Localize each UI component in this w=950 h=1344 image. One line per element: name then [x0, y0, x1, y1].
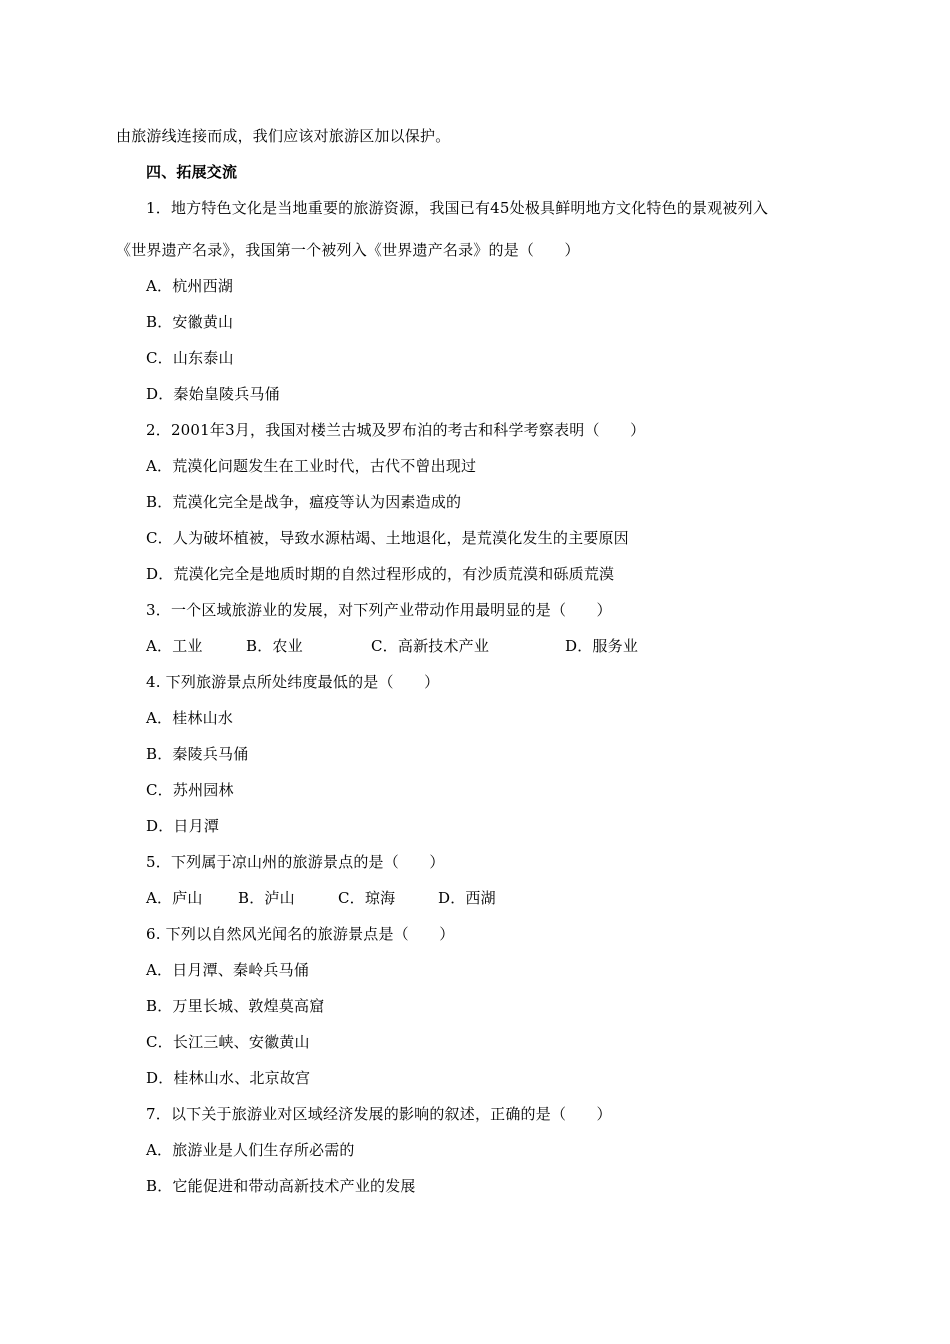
question-2-option-d: D．荒漠化完全是地质时期的自然过程形成的，有沙质荒漠和砾质荒漠 [146, 565, 615, 583]
question-4-option-a: A．桂林山水 [146, 709, 234, 727]
question-1-option-a: A．杭州西湖 [146, 277, 234, 295]
question-5-option-a: A．庐山 [146, 889, 203, 907]
question-7-option-a: A．旅游业是人们生存所必需的 [146, 1141, 355, 1159]
question-5-options [146, 888, 496, 908]
question-1-option-d: D．秦始皇陵兵马俑 [146, 385, 280, 403]
question-3-option-d: D．服务业 [565, 637, 639, 655]
question-2-option-b: B．荒漠化完全是战争，瘟疫等认为因素造成的 [146, 493, 462, 511]
question-6-option-d: D．桂林山水、北京故宫 [146, 1069, 311, 1087]
question-5-option-d: D．西湖 [438, 889, 496, 907]
question-2-option-a: A．荒漠化问题发生在工业时代，古代不曾出现过 [146, 457, 477, 475]
question-3-option-b: B．农业 [246, 637, 303, 655]
question-4-option-d: D．日月潭 [146, 817, 220, 835]
intro-line: 由旅游线连接而成，我们应该对旅游区加以保护。 [116, 127, 451, 145]
question-2-option-c: C．人为破坏植被，导致水源枯竭、土地退化，是荒漠化发生的主要原因 [146, 529, 629, 547]
question-3-line-1: 3．一个区域旅游业的发展，对下列产业带动作用最明显的是（ ） [146, 601, 612, 619]
question-3-option-c: C．高新技术产业 [371, 637, 490, 655]
question-5-line-1: 5．下列属于凉山州的旅游景点的是（ ） [146, 853, 445, 871]
question-3-option-a: A．工业 [146, 637, 203, 655]
question-1-line-1: 1．地方特色文化是当地重要的旅游资源，我国已有45处极具鲜明地方文化特色的景观被列入 [146, 199, 769, 217]
question-5-option-c: C．琼海 [338, 889, 396, 907]
question-1-line-2: 《世界遗产名录》，我国第一个被列入《世界遗产名录》的是（ ） [116, 241, 580, 259]
question-6-option-a: A．日月潭、秦岭兵马俑 [146, 961, 310, 979]
question-7-line-1: 7．以下关于旅游业对区域经济发展的影响的叙述，正确的是（ ） [146, 1105, 612, 1123]
question-4-line-1: 4. 下列旅游景点所处纬度最低的是（ ） [146, 673, 440, 691]
question-6-option-c: C．长江三峡、安徽黄山 [146, 1033, 310, 1051]
question-3-options [146, 636, 638, 656]
question-1-option-c: C．山东泰山 [146, 349, 234, 367]
section-heading: 四、拓展交流 [146, 163, 238, 181]
question-6-line-1: 6. 下列以自然风光闻名的旅游景点是（ ） [146, 925, 455, 943]
question-4-option-b: B．秦陵兵马俑 [146, 745, 249, 763]
question-7-option-b: B．它能促进和带动高新技术产业的发展 [146, 1177, 416, 1195]
question-5-option-b: B．泸山 [238, 889, 295, 907]
question-6-option-b: B．万里长城、敦煌莫高窟 [146, 997, 325, 1015]
question-1-option-b: B．安徽黄山 [146, 313, 234, 331]
question-2-line-1: 2．2001年3月，我国对楼兰古城及罗布泊的考古和科学考察表明（ ） [146, 421, 646, 439]
question-4-option-c: C．苏州园林 [146, 781, 234, 799]
